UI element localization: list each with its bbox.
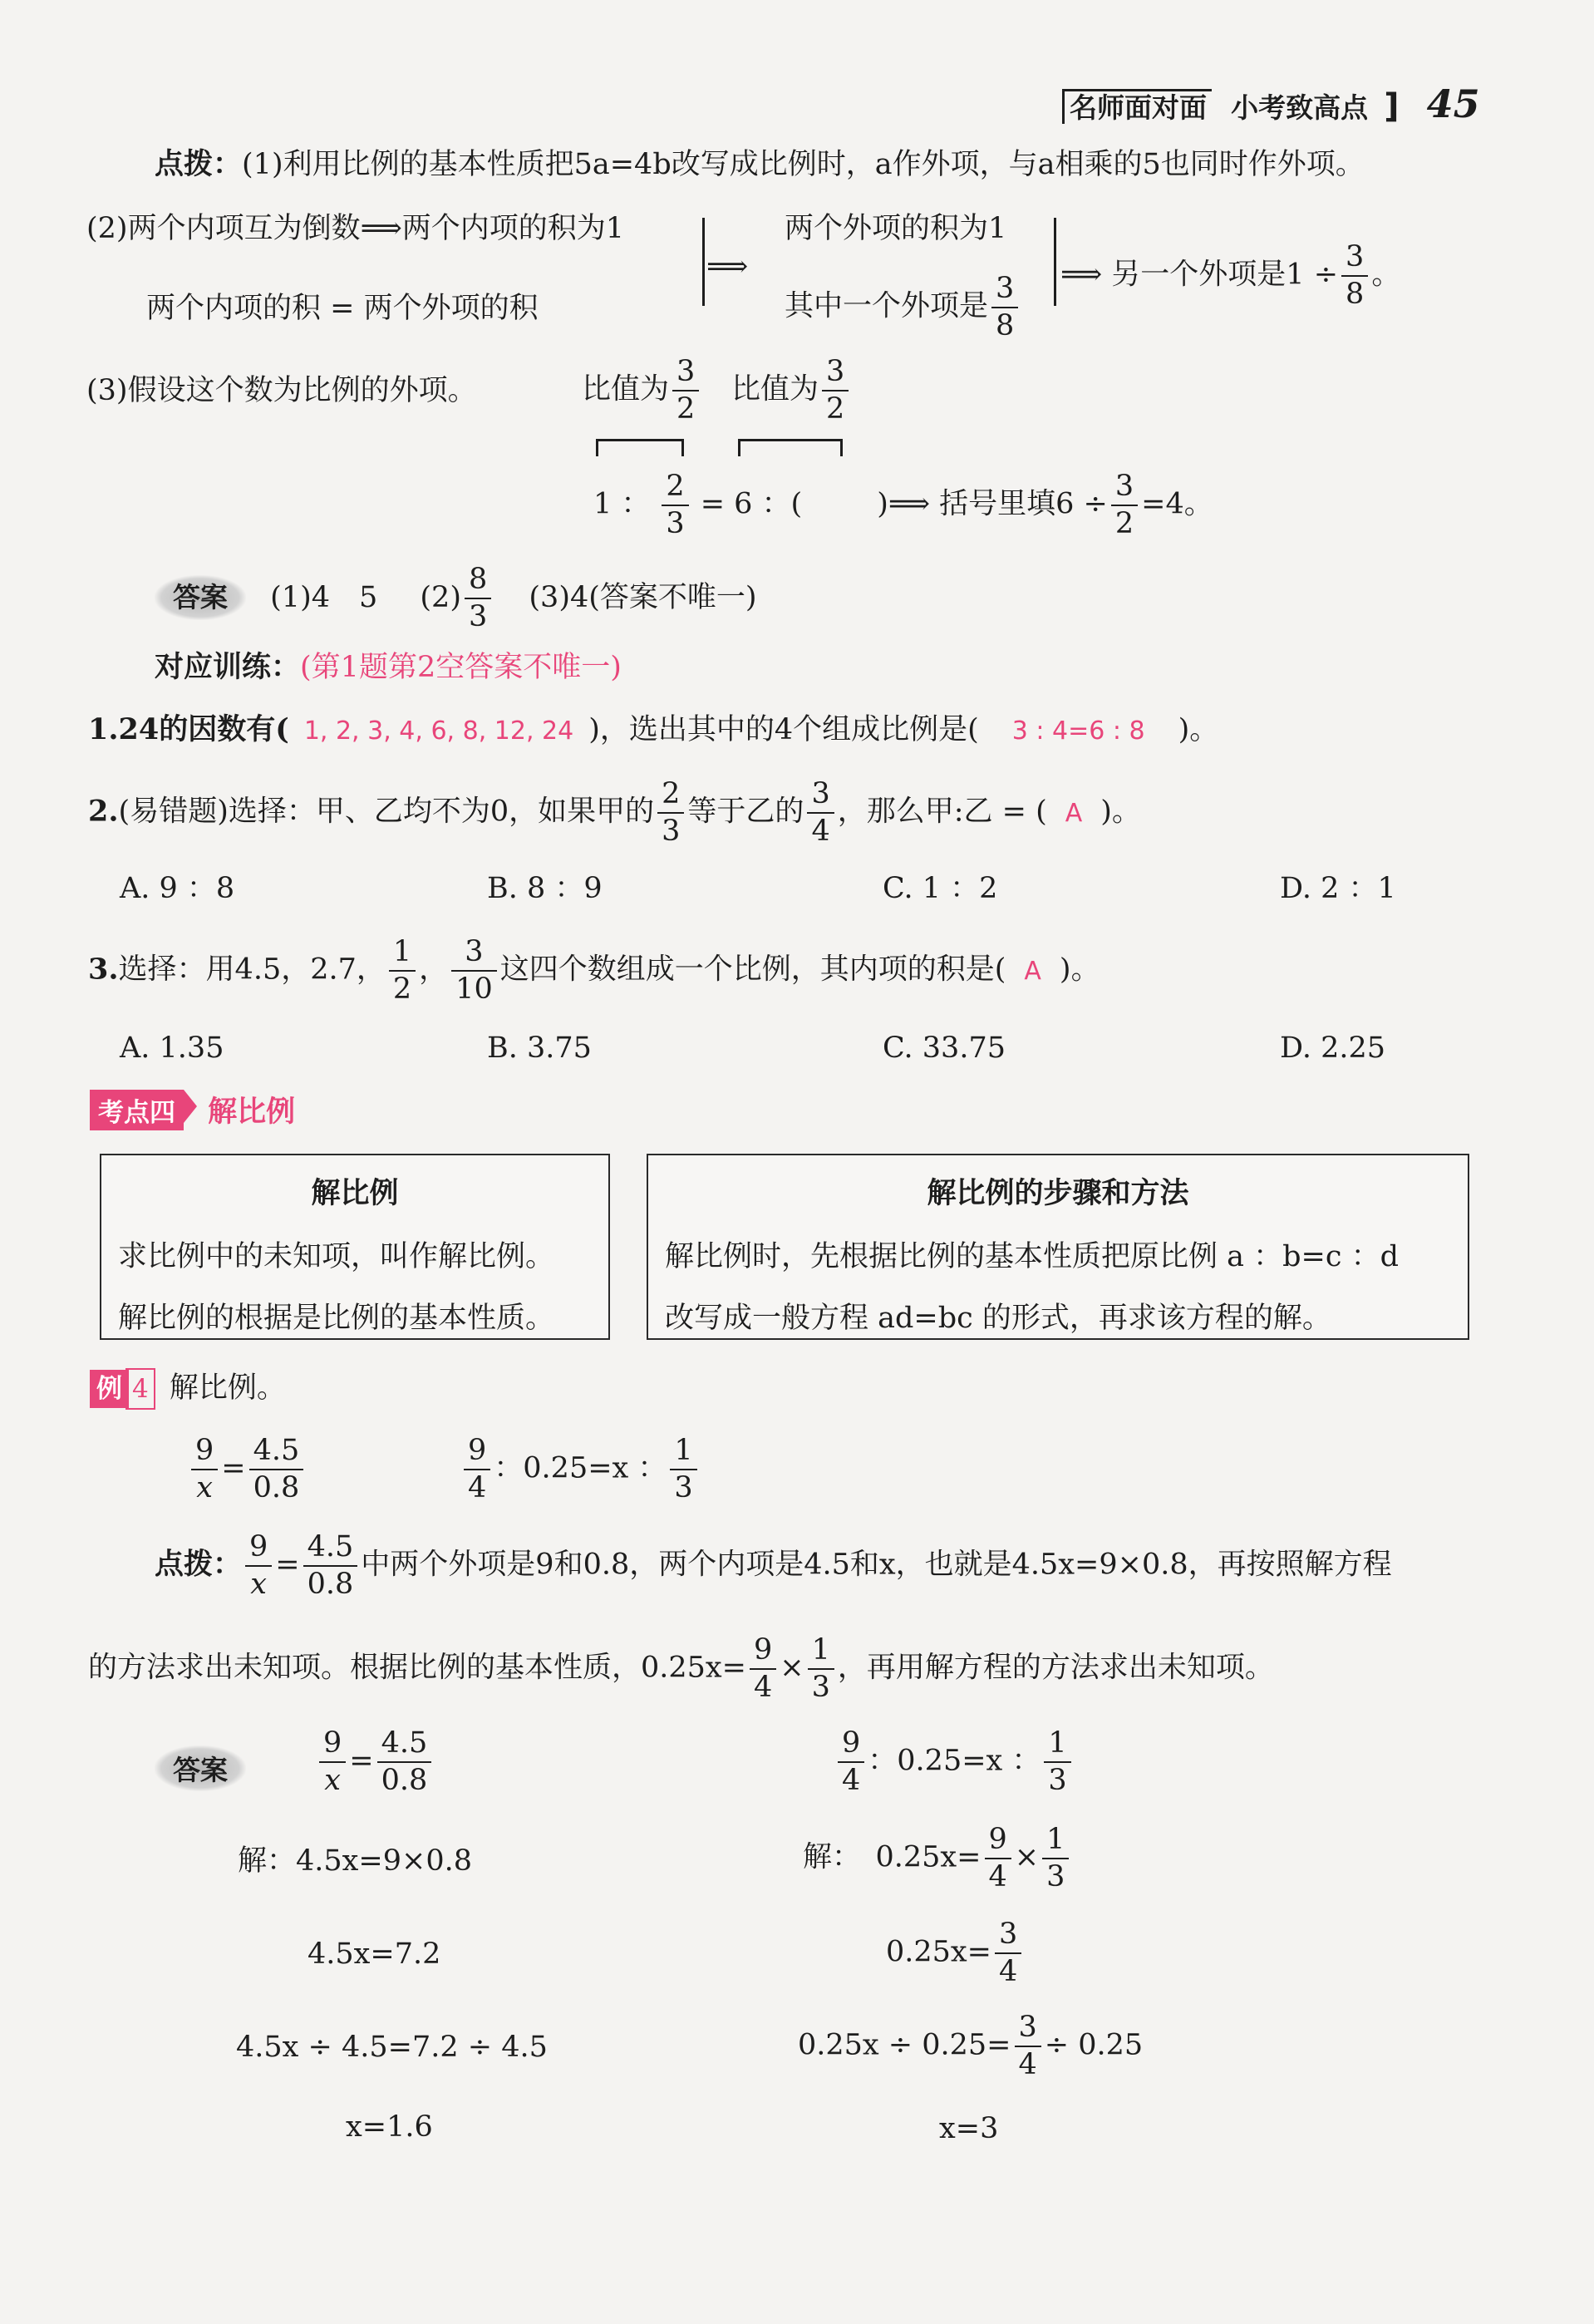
- question-3: 3.选择：用4.5，2.7， $\frac{1}{2}$ ， $\frac{3}{10}$ 这四个数组成一个比例，其内项的积是( A )。: [88, 935, 1100, 1006]
- q3-option-c: C. 33.75: [883, 1032, 1006, 1065]
- frac-3-8: $\frac{3}{8}$: [991, 274, 1018, 341]
- ratio-label-2: 比值为 $\frac{3}{2}$: [731, 357, 852, 424]
- hint1-p2b: 两个内项的积 = 两个外项的积: [146, 292, 539, 325]
- answer2-left-step4: x=1.6: [346, 2110, 433, 2144]
- definition-line2: 解比例的根据是比例的基本性质。: [118, 1302, 555, 1335]
- page-header: [1062, 81, 1480, 126]
- answer2-right-step1: 解： 0.25x= $\frac{9}{4}$ × $\frac{1}{3}$: [803, 1825, 1072, 1892]
- answer2-left-step1: 解：4.5x=9×0.8: [238, 1844, 472, 1878]
- hint1-p2e: ⟹ 另一个外项是1 ÷: [1060, 258, 1339, 292]
- hint1-p2c: 两个外项的积为1: [785, 212, 1007, 245]
- hint1-p2d: 其中一个外项是: [785, 289, 989, 323]
- example-tag: 例: [90, 1370, 129, 1408]
- page-number: 45: [1426, 81, 1480, 126]
- header-bracket: ]: [1384, 87, 1400, 126]
- bracket-1: [596, 439, 684, 456]
- answer2-left-header: $\frac{9}{x}$ = $\frac{4.5}{0.8}$: [316, 1729, 435, 1795]
- hint1-label: 点拨：: [155, 148, 243, 181]
- answer2-right-header: $\frac{9}{4}$ ：0.25=x ： $\frac{1}{3}$: [834, 1729, 1075, 1795]
- header-subtitle: 小考致高点: [1231, 91, 1369, 124]
- ratio-label-1: 比值为 $\frac{3}{2}$: [582, 357, 702, 424]
- hint2-line1: 点拨： $\frac{9}{x}$ = $\frac{4.5}{0.8}$ 中两个外项是9和0.8，两个内项是4.5和x，也就是4.5x=9×0.8，再按照解方程: [155, 1530, 1392, 1601]
- arrow-1: ⟹: [706, 250, 749, 283]
- header-brand: 名师面对面: [1062, 89, 1212, 124]
- q1-answer-ratio: 3 : 4=6 : 8: [1011, 716, 1145, 746]
- hint1-p2e-line: ⟹ 另一个外项是1 ÷ $\frac{3}{8}$ 。: [1060, 240, 1401, 311]
- hint1-text1: (1)利用比例的基本性质把5a=4b改写成比例时，a作外项，与a相乘的5也同时作外项。: [242, 148, 1365, 181]
- method-line1: 解比例时，先根据比例的基本性质把原比例 a ：b=c ：d: [665, 1240, 1399, 1273]
- example4-problem1: $\frac{9}{x}$ = $\frac{4.5}{0.8}$: [188, 1436, 307, 1503]
- section-heading: [90, 1089, 295, 1130]
- q2-option-a: A. 9 ：8: [120, 872, 235, 905]
- q3-option-d: D. 2.25: [1280, 1032, 1385, 1065]
- definition-line1: 求比例中的未知项，叫作解比例。: [118, 1240, 555, 1273]
- bracket-2: [738, 439, 843, 456]
- q2-option-c: C. 1 ：2: [883, 872, 998, 905]
- training-header: 对应训练：(第1题第2空答案不唯一): [155, 651, 622, 684]
- method-box: [647, 1154, 1469, 1340]
- answer2-right-step4: x=3: [939, 2112, 999, 2145]
- hint2-line2: 的方法求出未知项。根据比例的基本性质，0.25x= $\frac{9}{4}$ × $\frac{1}{3}$ ，再用解方程的方法求出未知项。: [88, 1633, 1274, 1704]
- definition-box: [100, 1154, 610, 1340]
- hint1-p2d-line: [785, 274, 1021, 341]
- answer2-label-wrap: [155, 1745, 246, 1791]
- section-tag: 考点四: [90, 1090, 184, 1130]
- answer1: 答案 (1)4 5 (2) $\frac{8}{3}$ (3)4(答案不唯一): [155, 565, 757, 632]
- method-title: 解比例的步骤和方法: [927, 1177, 1189, 1210]
- answer2-right-step2: 0.25x= $\frac{3}{4}$: [886, 1920, 1025, 1987]
- question-1: 1.24的因数有( 1, 2, 3, 4, 6, 8, 12, 24 )，选出其中的4个组成比例是( 3 : 4=6 : 8 )。: [88, 712, 1219, 746]
- q3-answer: A: [1024, 956, 1041, 986]
- brace-right: [1045, 218, 1056, 306]
- example4-problem2: $\frac{9}{4}$ ：0.25=x ： $\frac{1}{3}$: [460, 1436, 701, 1503]
- hint1-line1: [155, 145, 1365, 184]
- definition-title: 解比例: [311, 1177, 399, 1210]
- hint1-p3a: (3)假设这个数为比例的外项。: [86, 374, 477, 407]
- answer2-left-step2: 4.5x=7.2: [307, 1937, 441, 1971]
- q3-option-a: A. 1.35: [120, 1032, 224, 1065]
- answer2-right-step3: 0.25x ÷ 0.25= $\frac{3}{4}$ ÷ 0.25: [798, 2011, 1144, 2081]
- answer1-label: 答案: [155, 575, 246, 620]
- ratio-equation: 1 ： $\frac{2}{3}$ = 6 ：( )⟹ 括号里填6 ÷ $\frac{3}{2}$ =4。: [593, 470, 1213, 540]
- brace-left: [694, 218, 705, 306]
- hint1-p2a: (2)两个内项互为倒数⟹两个内项的积为1: [86, 212, 625, 245]
- answer2-label: 答案: [155, 1745, 246, 1791]
- section-title: 解比例: [208, 1096, 296, 1129]
- answer2-left-step3: 4.5x ÷ 4.5=7.2 ÷ 4.5: [236, 2031, 548, 2064]
- frac-3-8b: $\frac{3}{8}$: [1341, 243, 1368, 309]
- question-2: 2.(易错题)选择：甲、乙均不为0，如果甲的 $\frac{2}{3}$ 等于乙的 $\frac{3}{4}$ ，那么甲:乙 = ( A )。: [88, 777, 1141, 848]
- q2-answer: A: [1065, 798, 1083, 828]
- q2-option-b: B. 8 ：9: [487, 872, 603, 905]
- example-number: 4: [125, 1368, 155, 1410]
- q3-option-b: B. 3.75: [487, 1032, 592, 1065]
- q2-option-d: D. 2 ：1: [1280, 872, 1396, 905]
- method-line2: 改写成一般方程 ad=bc 的形式，再求该方程的解。: [665, 1302, 1331, 1335]
- q1-answer-factors: 1, 2, 3, 4, 6, 8, 12, 24: [303, 716, 574, 746]
- example4-heading: 例 4 解比例。: [90, 1368, 286, 1410]
